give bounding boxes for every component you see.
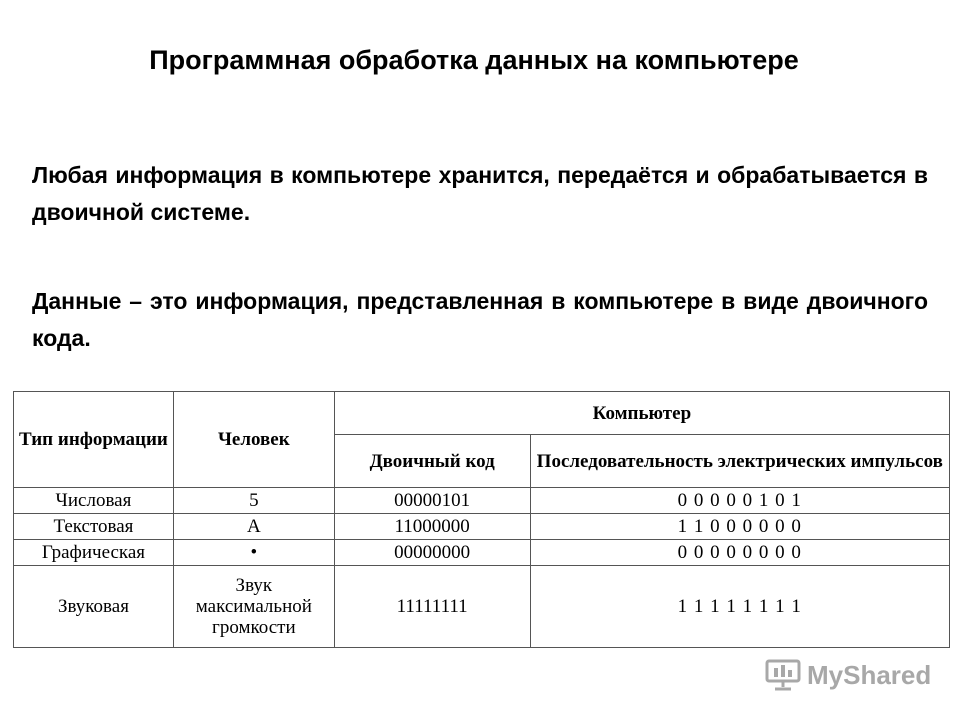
cell-pulses: 0 0 0 0 0 1 0 1 bbox=[530, 488, 949, 514]
cell-type: Звуковая bbox=[14, 566, 174, 648]
cell-type: Текстовая bbox=[14, 514, 174, 540]
cell-pulses: 1 1 0 0 0 0 0 0 bbox=[530, 514, 949, 540]
header-binary-code: Двоичный код bbox=[334, 435, 530, 488]
header-type: Тип информации bbox=[14, 392, 174, 488]
cell-human: • bbox=[173, 540, 334, 566]
table-row bbox=[14, 540, 950, 566]
info-types-table bbox=[13, 391, 950, 648]
cell-binary: 11111111 bbox=[334, 566, 530, 648]
cell-pulses: 0 0 0 0 0 0 0 0 bbox=[530, 540, 949, 566]
cell-type: Графическая bbox=[14, 540, 174, 566]
slide-title: Программная обработка данных на компьютере bbox=[149, 45, 799, 75]
cell-human: Звук максимальной громкости bbox=[173, 566, 334, 648]
cell-binary: 00000101 bbox=[334, 488, 530, 514]
cell-binary: 11000000 bbox=[334, 514, 530, 540]
cell-type: Числовая bbox=[14, 488, 174, 514]
paragraph-data-definition: Данные – это информация, представленная в компьютере в виде двоичного кода. bbox=[32, 288, 928, 351]
cell-human: 5 bbox=[173, 488, 334, 514]
header-human: Человек bbox=[173, 392, 334, 488]
cell-pulses: 1 1 1 1 1 1 1 1 bbox=[530, 566, 949, 648]
cell-human: А bbox=[173, 514, 334, 540]
cell-binary: 00000000 bbox=[334, 540, 530, 566]
header-pulse-sequence: Последовательность электрических импульсов bbox=[530, 435, 949, 488]
table-row bbox=[14, 488, 950, 514]
watermark-text: MyShared bbox=[807, 659, 932, 690]
myshared-watermark bbox=[765, 655, 931, 695]
table-row bbox=[14, 514, 950, 540]
table-row bbox=[14, 566, 950, 648]
header-computer: Компьютер bbox=[334, 392, 949, 435]
table-header-row bbox=[14, 392, 950, 435]
projector-screen-icon bbox=[765, 659, 801, 691]
paragraph-binary-storage: Любая информация в компьютере хранится, передаётся и обрабатывается в двоичной системе. bbox=[32, 162, 928, 225]
